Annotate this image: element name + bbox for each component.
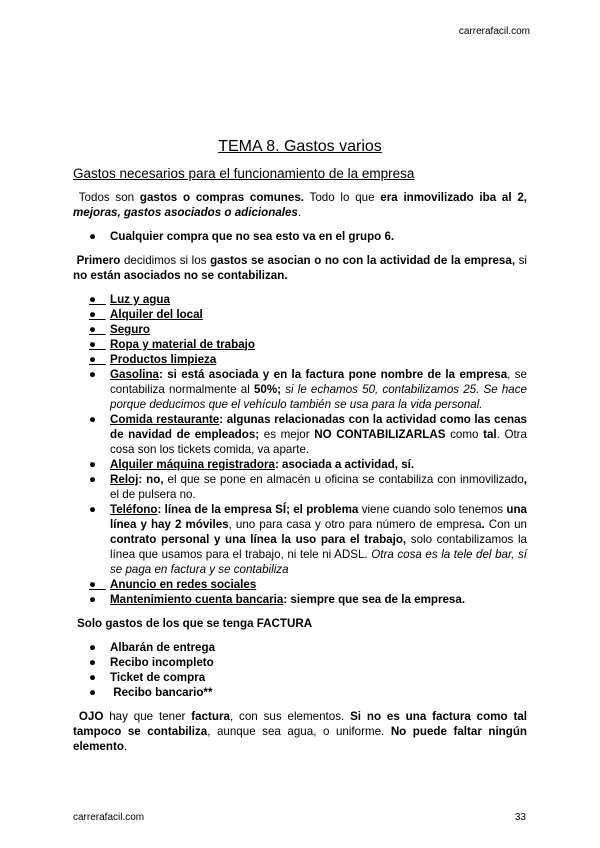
list-item-seguro: ● Seguro bbox=[89, 323, 150, 336]
list-item: ● Recibo bancario** bbox=[89, 686, 213, 699]
list-item-maquina: ● Alquiler máquina registradora: asociada a actividad, sí. bbox=[89, 458, 415, 471]
list-item-comida: ● Comida restaurante: algunas relacionadas con la actividad como las cenas de navidad de empleados; es mejor NO CONTABILIZARLAS como tal. Otra cosa son los tickets comida, va aparte. bbox=[89, 413, 528, 456]
list-item-reloj: ● Reloj: no, el que se pone en almacén u oficina se contabiliza con inmovilizado, el de pulsera no. bbox=[89, 473, 528, 501]
bullet-icon: ● bbox=[89, 323, 106, 336]
list-item-gasolina: ● Gasolina: si está asociada y en la factura pone nombre de la empresa, se contabiliza normalmente al 50%; si le echamos 50, contabilizamos 25. Se hace porque deducimos que el vehículo también se usa para la vida personal. bbox=[89, 368, 528, 411]
primero-paragraph: Primero decidimos si los gastos se asocian o no con la actividad de la empresa, si no están asociados no se contabilizan. bbox=[73, 254, 527, 282]
list-item-mantenimiento: ● Mantenimiento cuenta bancaria: siempre que sea de la empresa. bbox=[89, 593, 466, 606]
bullet-icon: ● bbox=[89, 368, 97, 381]
page-content bbox=[73, 137, 527, 754]
bullet-icon: ● bbox=[89, 338, 106, 351]
list-item: ● Recibo incompleto bbox=[89, 656, 214, 669]
factura-list bbox=[73, 640, 527, 700]
bullet-icon: ● bbox=[89, 293, 106, 306]
page-title: TEMA 8. Gastos varios bbox=[218, 138, 382, 155]
list-item-telefono: ● Teléfono: línea de la empresa SÍ; el problema viene cuando solo tenemos una línea y hay 2 móviles, uno para casa y otro para número de empresa. Con un contrato personal y una línea la uso para el trabajo, solo contabilizamos la línea que usamos para el trabajo, ni tele ni ADSL. Otra cosa es la tele del bar, sí se paga en factura y se contabiliza bbox=[89, 503, 528, 576]
ojo-paragraph: OJO hay que tener factura, con sus elementos. Si no es una factura como tal tampoco se contabiliza, aunque sea agua, o uniforme. No puede faltar ningún elemento. bbox=[73, 710, 527, 753]
bullet-icon: ● bbox=[89, 671, 97, 684]
bullet-icon: ● bbox=[89, 578, 106, 591]
expense-list bbox=[73, 292, 527, 607]
list-item: ● Cualquier compra que no sea esto va en el grupo 6. bbox=[89, 230, 395, 243]
list-item: ● Ticket de compra bbox=[89, 671, 206, 684]
intro-paragraph: Todos son gastos o compras comunes. Todo lo que era inmovilizado iba al 2, mejoras, gastos asociados o adicionales. bbox=[73, 191, 527, 219]
list-item-anuncio: ● Anuncio en redes sociales bbox=[89, 578, 257, 591]
bullet-icon: ● bbox=[89, 473, 97, 486]
page-footer-site: carrerafacil.com bbox=[73, 812, 145, 823]
bullet-icon: ● bbox=[89, 686, 97, 699]
bullet-icon: ● bbox=[89, 230, 97, 243]
bullet-icon: ● bbox=[89, 503, 97, 516]
bullet-icon: ● bbox=[89, 353, 106, 366]
page-number: 33 bbox=[514, 812, 526, 823]
bullet-icon: ● bbox=[89, 308, 106, 321]
list-item-luz: ● Luz y agua bbox=[89, 293, 170, 306]
list-item: ● Albarán de entrega bbox=[89, 641, 216, 654]
bullet-icon: ● bbox=[89, 641, 97, 654]
bullet-icon: ● bbox=[89, 458, 97, 471]
page-header-site: carrerafacil.com bbox=[458, 26, 530, 37]
factura-heading: Solo gastos de los que se tenga FACTURA bbox=[77, 617, 313, 630]
bullet-icon: ● bbox=[89, 656, 97, 669]
bullet-icon: ● bbox=[89, 593, 97, 606]
group-list bbox=[73, 229, 527, 244]
bullet-icon: ● bbox=[89, 413, 97, 426]
list-item-productos: ● Productos limpieza bbox=[89, 353, 217, 366]
list-item-alquiler-local: ● Alquiler del local bbox=[89, 308, 203, 321]
section-subtitle: Gastos necesarios para el funcionamiento de la empresa bbox=[73, 166, 415, 181]
list-item-ropa: ● Ropa y material de trabajo bbox=[89, 338, 255, 351]
